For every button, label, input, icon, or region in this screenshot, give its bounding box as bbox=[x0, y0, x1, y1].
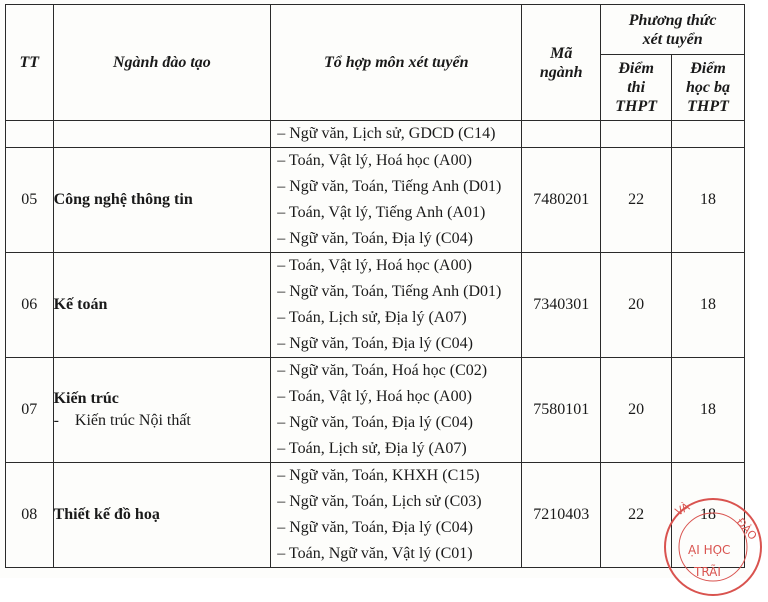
combo-line: – Toán, Vật lý, Hoá học (A00) bbox=[277, 257, 472, 274]
combo-line: – Toán, Vật lý, Hoá học (A00) bbox=[277, 152, 472, 169]
row-code: 7580101 bbox=[522, 358, 601, 463]
table-body bbox=[6, 121, 745, 568]
major-name: Kiến trúc bbox=[53, 390, 119, 407]
row-hocba-score: 18 bbox=[672, 148, 745, 253]
header-major: Ngành đào tạo bbox=[53, 5, 271, 121]
continued-thpt bbox=[601, 121, 672, 148]
major-sub-item: - Kiến trúc Nội thất bbox=[53, 412, 191, 429]
header-method-text: Phương thức xét tuyển bbox=[628, 11, 717, 48]
table-row bbox=[6, 358, 745, 463]
header-hocba-text: Điểm học bạ THPT bbox=[686, 60, 731, 115]
combo-line: – Toán, Ngữ văn, Vật lý (C01) bbox=[277, 545, 473, 562]
row-tt: 07 bbox=[6, 358, 54, 463]
row-hocba-score: 18 bbox=[672, 358, 745, 463]
combo-line: – Ngữ văn, Toán, Tiếng Anh (D01) bbox=[277, 283, 502, 300]
stamp-text-bottom: TRÃI bbox=[694, 565, 721, 579]
continued-code bbox=[522, 121, 601, 148]
table-row bbox=[6, 253, 745, 358]
header-code-text: Mã ngành bbox=[539, 44, 583, 81]
row-code: 7340301 bbox=[522, 253, 601, 358]
row-major bbox=[53, 358, 271, 463]
combo-line: – Toán, Lịch sử, Địa lý (A07) bbox=[277, 440, 467, 457]
header-thpt-text: Điểm thi THPT bbox=[615, 60, 658, 115]
row-hocba-score: 18 bbox=[672, 253, 745, 358]
row-combos bbox=[271, 358, 522, 463]
table-row bbox=[6, 463, 745, 568]
combo-line: – Ngữ văn, Lịch sử, GDCD (C14) bbox=[277, 125, 496, 142]
header-combo: Tổ hợp môn xét tuyển bbox=[271, 5, 522, 121]
row-thpt-score: 20 bbox=[601, 358, 672, 463]
table-row-continued bbox=[6, 121, 745, 148]
header-code bbox=[522, 5, 601, 121]
major-name: Công nghệ thông tin bbox=[53, 191, 193, 208]
stamp-text-mid: ẠI HỌC bbox=[688, 543, 731, 557]
combo-line: – Ngữ văn, Toán, Hoá học (C02) bbox=[277, 362, 488, 379]
stamp-text-right: ĐÀO bbox=[733, 515, 760, 543]
combo-line: – Ngữ văn, Toán, Địa lý (C04) bbox=[277, 519, 473, 536]
row-tt: 08 bbox=[6, 463, 54, 568]
combo-line: – Toán, Vật lý, Hoá học (A00) bbox=[277, 388, 472, 405]
major-name: Kế toán bbox=[53, 296, 108, 313]
combo-line: – Ngữ văn, Toán, Địa lý (C04) bbox=[277, 414, 473, 431]
combo-line: – Ngữ văn, Toán, Địa lý (C04) bbox=[277, 230, 473, 247]
continued-tt bbox=[6, 121, 54, 148]
combo-line: – Ngữ văn, Toán, Tiếng Anh (D01) bbox=[277, 178, 502, 195]
header-tt: TT bbox=[6, 5, 54, 121]
row-thpt-score: 22 bbox=[601, 148, 672, 253]
admission-table bbox=[5, 4, 745, 568]
row-tt: 05 bbox=[6, 148, 54, 253]
combo-line: – Toán, Lịch sử, Địa lý (A07) bbox=[277, 309, 467, 326]
combo-line: – Ngữ văn, Toán, Lịch sử (C03) bbox=[277, 493, 482, 510]
header-method bbox=[601, 5, 745, 55]
combo-line: – Toán, Vật lý, Tiếng Anh (A01) bbox=[277, 204, 486, 221]
row-major bbox=[53, 463, 271, 568]
continued-combo bbox=[271, 121, 522, 148]
row-code: 7210403 bbox=[522, 463, 601, 568]
header-thpt bbox=[601, 55, 672, 121]
stamp-text-top: VÀ bbox=[673, 500, 692, 519]
row-combos bbox=[271, 148, 522, 253]
row-combos bbox=[271, 253, 522, 358]
row-thpt-score: 22 bbox=[601, 463, 672, 568]
row-code: 7480201 bbox=[522, 148, 601, 253]
major-name: Thiết kế đồ hoạ bbox=[53, 506, 160, 523]
row-thpt-score: 20 bbox=[601, 253, 672, 358]
continued-major bbox=[53, 121, 271, 148]
continued-hocba bbox=[672, 121, 745, 148]
combo-line: – Ngữ văn, Toán, KHXH (C15) bbox=[277, 467, 480, 484]
table-row bbox=[6, 148, 745, 253]
combo-line: – Ngữ văn, Toán, Địa lý (C04) bbox=[277, 335, 473, 352]
row-major bbox=[53, 253, 271, 358]
row-tt: 06 bbox=[6, 253, 54, 358]
row-combos bbox=[271, 463, 522, 568]
header-hocba bbox=[672, 55, 745, 121]
row-major bbox=[53, 148, 271, 253]
row-hocba-score: 18 bbox=[672, 463, 745, 568]
